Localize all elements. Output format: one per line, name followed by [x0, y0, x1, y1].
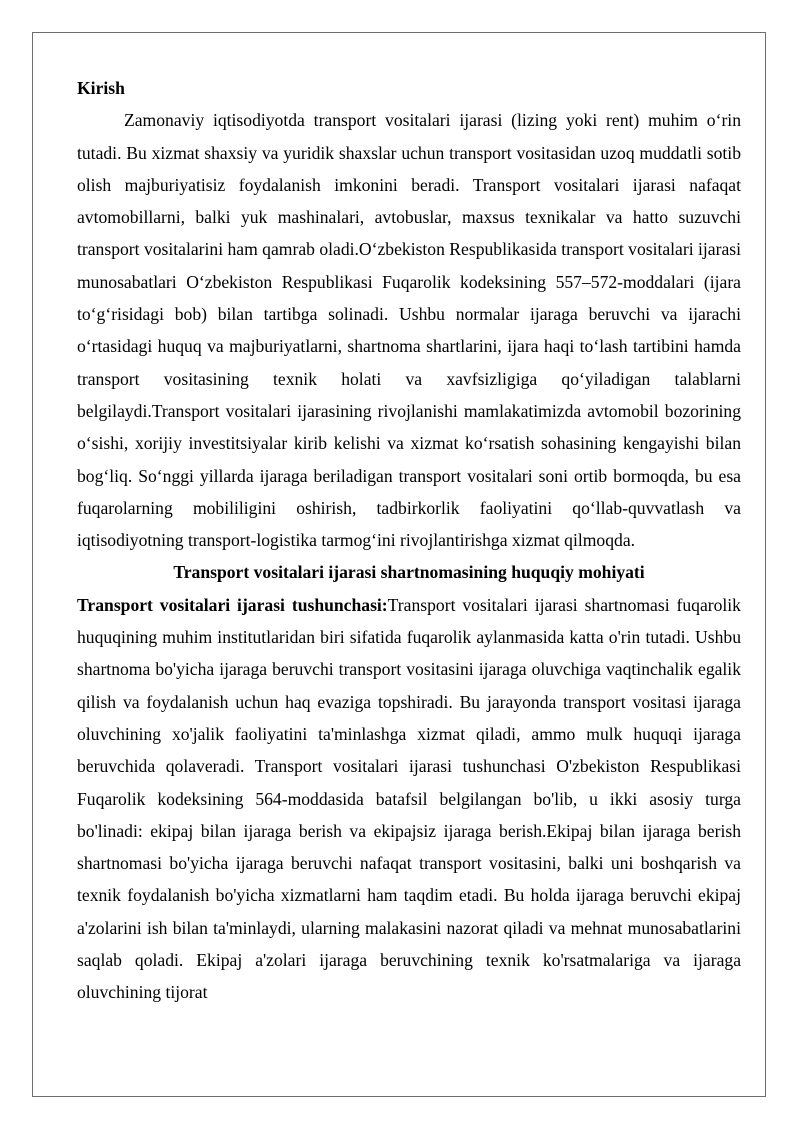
intro-heading: Kirish [77, 78, 125, 98]
section-title: Transport vositalari ijarasi shartnomasining huquqiy mohiyati [173, 562, 645, 583]
term-label: Transport vositalari ijarasi tushunchasi: [77, 594, 388, 615]
document-body [77, 72, 741, 1009]
term-body: Transport vositalari ijarasi shartnomasi fuqarolik huquqining muhim institutlaridan biri sifatida fuqarolik aylanmasida katta o'rin tutadi. Ushbu shartnoma bo'yicha ijaraga beruvchi transport vositasini ijaraga oluvchiga vaqtinchalik egalik qilish va foydalanish uchun haq evaziga topshiradi. Bu jarayonda transport vositasi ijaraga oluvchining xo'jalik faoliyatini ta'minlashga xizmat qiladi, ammo mulk huquqi ijaraga beruvchida qolaveradi. Transport vositalari ijarasi tushunchasi O'zbekiston Respublikasi Fuqarolik kodeksining 564-moddasida batafsil belgilangan bo'lib, u ikki asosiy turga bo'linadi: ekipaj bilan ijaraga berish va ekipajsiz ijaraga berish.Ekipaj bilan ijaraga berish shartnomasi bo'yicha ijaraga beruvchi nafaqat transport vositasini, balki uni boshqarish va texnik foydalanish bo'yicha xizmatlarni ham taqdim etadi. Bu holda ijaraga beruvchi ekipaj a'zolarini ish bilan ta'minlaydi, ularning malakasini nazorat qiladi va mehnat munosabatlarini saqlab qoladi. Ekipaj a'zolari ijaraga beruvchining texnik ko'rsatmalariga va ijaraga oluvchining tijorat [77, 594, 741, 1003]
term-paragraph [77, 589, 741, 1009]
intro-paragraph: Zamonaviy iqtisodiyotda transport vositalari ijarasi (lizing yoki rent) muhim o‘rin tutadi. Bu xizmat shaxsiy va yuridik shaxslar uchun transport vositasidan uzoq muddatli sotib olish majburiyatisiz foydalanish imkonini beradi. Transport vositalari ijarasi nafaqat avtomobillarni, balki yuk mashinalari, avtobuslar, maxsus texnikalar va hatto suzuvchi transport vositalarini ham qamrab oladi.O‘zbekiston Respublikasida transport vositalari ijarasi munosabatlari O‘zbekiston Respublikasi Fuqarolik kodeksining 557–572-moddalari (ijara to‘g‘risidagi bob) bilan tartibga solinadi. Ushbu normalar ijaraga beruvchi va ijarachi o‘rtasidagi huquq va majburiyatlarni, shartnoma shartlarini, ijara haqi to‘lash tartibini hamda transport vositasining texnik holati va xavfsizligiga qo‘yiladigan talablarni belgilaydi.Transport vositalari ijarasining rivojlanishi mamlakatimizda avtomobil bozorining o‘sishi, xorijiy investitsiyalar kirib kelishi va xizmat ko‘rsatish sohasining kengayishi bilan bog‘liq. So‘nggi yillarda ijaraga beriladigan transport vositalari soni ortib bormoqda, bu esa fuqarolarning mobililigini oshirish, tadbirkorlik faoliyatini qo‘llab-quvvatlash va iqtisodiyotning transport-logistika tarmog‘ini rivojlantirishga xizmat qilmoqda. [77, 110, 742, 551]
